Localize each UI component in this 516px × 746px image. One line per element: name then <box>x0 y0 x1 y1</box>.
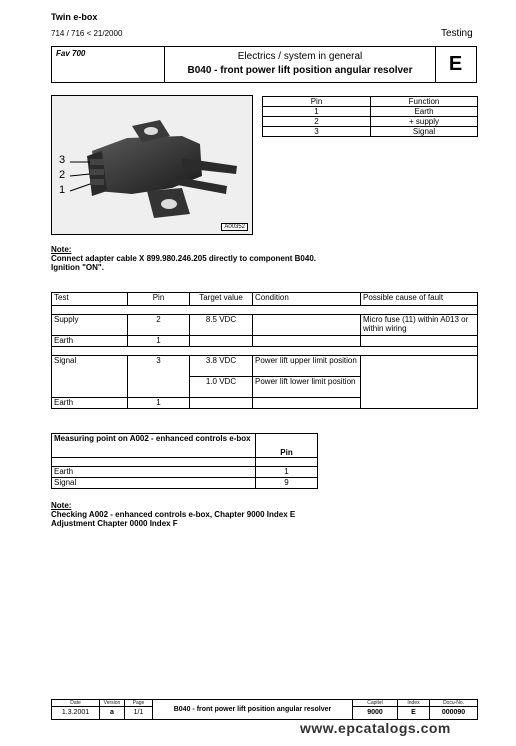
pin-function-table <box>262 96 478 137</box>
footer-docno: 000090 <box>430 707 478 720</box>
pin-cell: 1 <box>128 398 190 409</box>
table-row <box>52 467 318 478</box>
target-cell: 8.5 VDC <box>190 315 253 336</box>
function-cell: Signal <box>371 127 478 137</box>
footer-index: E <box>398 707 430 720</box>
test-table-header <box>52 293 478 306</box>
test-cell: Earth <box>52 398 128 409</box>
footer-chapter-label: Capitel <box>353 700 398 707</box>
footer-index-label: Index <box>398 700 430 707</box>
spacer-row <box>52 306 478 315</box>
pin-cell: 3 <box>128 356 190 398</box>
table-row <box>263 107 478 117</box>
function-header: Function <box>371 97 478 107</box>
test-table <box>51 292 478 409</box>
measure-pin-cell: 1 <box>256 467 318 478</box>
table-row <box>263 117 478 127</box>
footer-page: 1/1 <box>125 707 153 720</box>
note-2-title: Note: <box>51 501 72 510</box>
footer-version: a <box>100 707 125 720</box>
header-line-2: B040 - front power lift position angular resolver <box>187 65 413 76</box>
note-2-line-1: Checking A002 - enhanced controls e-box, Chapter 9000 Index E <box>51 510 296 519</box>
section-label: Testing <box>441 28 473 39</box>
note-2 <box>51 501 295 528</box>
document-title: Twin e-box <box>51 12 98 22</box>
pin-cell: 2 <box>263 117 371 127</box>
test-cell: Signal <box>52 356 128 398</box>
condition-header: Condition <box>253 293 361 306</box>
condition-cell: Power lift upper limit position <box>253 356 361 377</box>
target-cell: 3.8 VDC <box>190 356 253 377</box>
pin-cell: 1 <box>128 336 190 347</box>
model-name: Fav 700 <box>56 49 86 58</box>
index-letter: E <box>448 53 463 75</box>
header-line-1: Electrics / system in general <box>237 51 363 62</box>
table-row <box>52 336 478 347</box>
note-1-title: Note: <box>51 245 72 254</box>
footer-page-label: Page <box>125 700 153 707</box>
model-range: 714 / 716 < 21/2000 <box>51 29 123 38</box>
test-cell: Earth <box>52 336 128 347</box>
header-title-cell <box>164 47 436 82</box>
measure-pin-cell: 9 <box>256 478 318 489</box>
pin-label-1: 1 <box>59 184 66 196</box>
footer-date-label: Date <box>52 700 100 707</box>
footer-date: 1.3.2001 <box>52 707 100 720</box>
measure-header <box>52 434 318 458</box>
table-row <box>263 127 478 137</box>
condition-cell <box>253 315 361 336</box>
cause-cell <box>361 356 478 409</box>
pin-header: Pin <box>263 97 371 107</box>
measure-cell: Earth <box>52 467 256 478</box>
target-cell: 1.0 VDC <box>190 377 253 398</box>
header-box <box>51 46 477 83</box>
function-cell: Earth <box>371 107 478 117</box>
watermark: www.epcatalogs.com <box>300 720 451 736</box>
table-row <box>52 315 478 336</box>
condition-cell: Power lift lower limit position <box>253 377 361 398</box>
pin-label-2: 2 <box>59 169 66 181</box>
pin-cell: 2 <box>128 315 190 336</box>
pin-cell: 1 <box>263 107 371 117</box>
note-2-line-2: Adjustment Chapter 0000 Index F <box>51 519 178 528</box>
table-row <box>52 356 478 377</box>
component-photo <box>51 95 253 235</box>
note-1-line-1: Connect adapter cable X 899.980.246.205 directly to component B040. <box>51 254 316 263</box>
footer-table <box>51 699 478 720</box>
function-cell: + supply <box>371 117 478 127</box>
footer-labels <box>52 700 478 707</box>
target-header: Target value <box>190 293 253 306</box>
cause-header: Possible cause of fault <box>361 293 478 306</box>
resolver-illustration <box>52 96 252 234</box>
footer-version-label: Version <box>100 700 125 707</box>
measure-header-right: Pin <box>256 434 318 458</box>
footer-title: B040 - front power lift position angular resolver <box>153 700 353 720</box>
footer-docno-label: Docu-No. <box>430 700 478 707</box>
table-row <box>52 478 318 489</box>
note-1 <box>51 245 316 272</box>
pin-header: Pin <box>128 293 190 306</box>
spacer-row <box>52 347 478 356</box>
note-1-line-2: Ignition "ON". <box>51 263 104 272</box>
test-header: Test <box>52 293 128 306</box>
measure-header-left: Measuring point on A002 - enhanced controls e-box <box>52 434 256 458</box>
footer-chapter: 9000 <box>353 707 398 720</box>
image-code: A00352 <box>221 223 248 231</box>
pin-cell: 3 <box>263 127 371 137</box>
test-cell: Supply <box>52 315 128 336</box>
measuring-point-table <box>51 433 318 489</box>
cause-cell: Micro fuse (11) within A013 or within wiring <box>361 315 478 336</box>
spacer-row <box>52 458 318 467</box>
measure-cell: Signal <box>52 478 256 489</box>
pin-label-3: 3 <box>59 154 66 166</box>
